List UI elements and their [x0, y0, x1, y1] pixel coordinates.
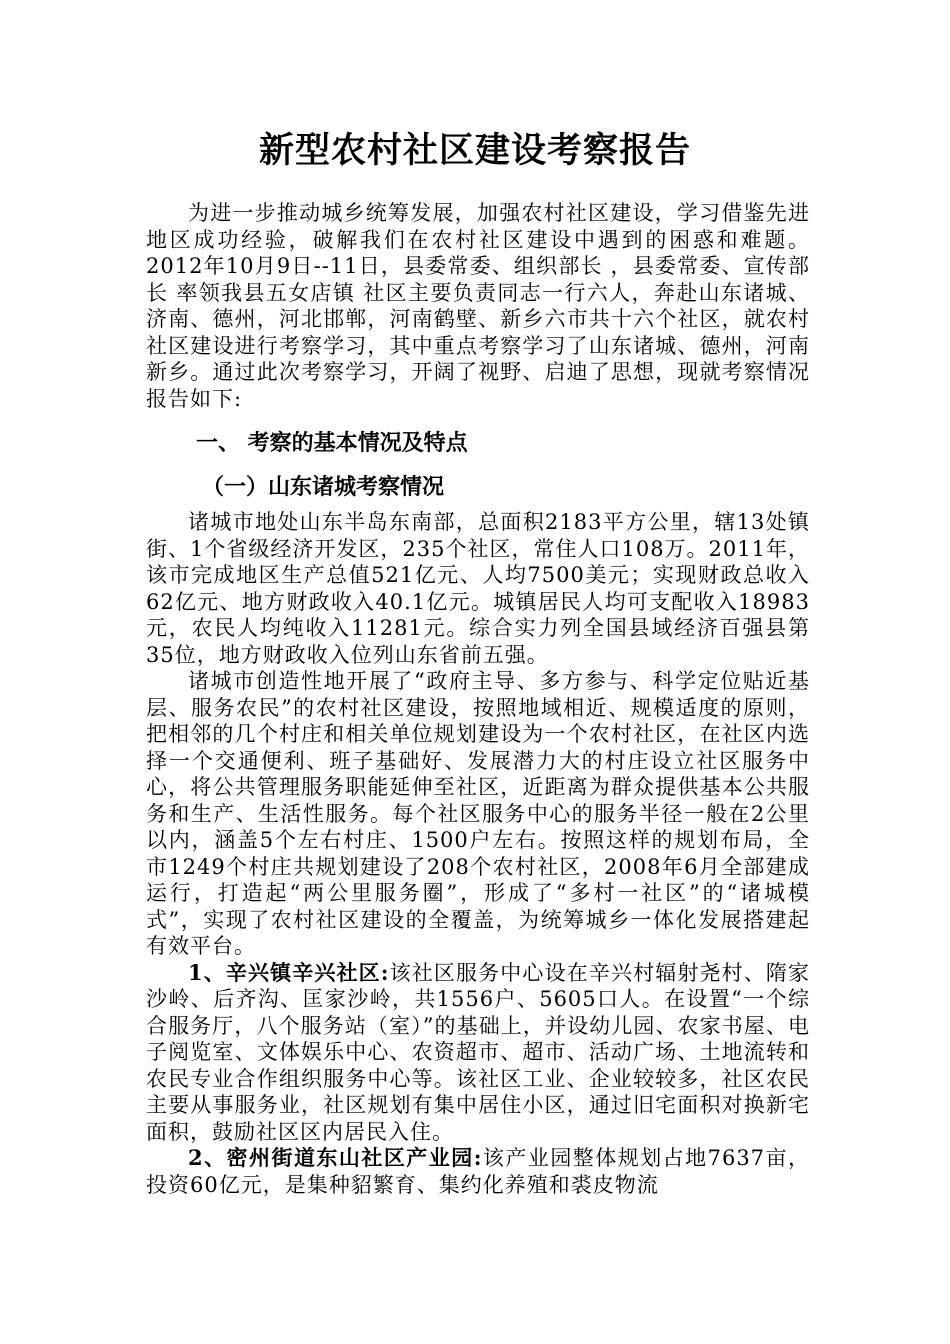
item-1-paragraph: [146, 960, 810, 1146]
item-2-lead: 2、密州街道东山社区产业园:: [188, 1145, 483, 1170]
document-title: 新型农村社区建设考察报告: [258, 130, 691, 171]
item-1-lead: 1、辛兴镇辛兴社区:: [188, 959, 390, 985]
item-1-text: 该社区服务中心设在辛兴村辐射尧村、隋家沙岭、后齐沟、匡家沙岭，共1556户、5605口人。在设置“一个综合服务厅，八个服务站（室）”的基础上，并设幼儿园、农家书屋、电子阅览室、文体娱乐中心、农资超市、超市、活动广场、土地流转和农民专业合作组织服务中心等。该社区工业、企业较较多，社区农民主要从事服务业，社区规划有集中居住小区，通过旧宅面积对换新宅面积，鼓励社区区内居民入住。: [146, 960, 810, 1144]
item-2-text: 该产业园整体规划占地7637亩，投资60亿元，是集种貂繁育、集约化养殖和裘皮物流: [146, 1146, 810, 1197]
zhucheng-overview-paragraph: 诸城市地处山东半岛东南部，总面积2183平方公里，辖13处镇街、1个省级经济开发区，235个社区，常住人口108万。2011年，该市完成地区生产总值521亿元、人均7500美元；实现财政总收入62亿元、地方财政收入40.1亿元。城镇居民人均可支配收入18983元，农民人均纯收入11281元。综合实力列全国县域经济百强县第35位，地方财政收入位列山东省前五强。: [146, 510, 810, 667]
subsection-heading-1: （一）山东诸城考察情况: [202, 474, 445, 500]
item-2-paragraph: [146, 1145, 810, 1198]
section-heading-1: 一、 考察的基本情况及特点: [196, 430, 468, 456]
document-body: [146, 200, 810, 1198]
zhucheng-model-paragraph: 诸城市创造性地开展了“政府主导、多方参与、科学定位贴近基层、服务农民”的农村社区建设，按照地域相近、规模适度的原则，把相邻的几个村庄和相关单位规划建设为一个农村社区，在社区内选择一个交通便利、班子基础好、发展潜力大的村庄设立社区服务中心，将公共管理服务职能延伸至社区，近距离为群众提供基本公共服务和生产、生活性服务。每个社区服务中心的服务半径一般在2公里以内，涵盖5个左右村庄、1500户左右。按照这样的规划布局，全市1249个村庄共规划建设了208个农村社区，2008年6月全部建成运行，打造起“两公里服务圈”，形成了“多村一社区”的“诸城模式”，实现了农村社区建设的全覆盖，为统筹城乡一体化发展搭建起有效平台。: [146, 669, 810, 958]
intro-paragraph: 为进一步推动城乡统筹发展，加强农村社区建设，学习借鉴先进地区成功经验，破解我们在农村社区建设中遇到的困惑和难题。2012年10月9日--11日，县委常委、组织部长 ，县委常委、宣传部长 率领我县五女店镇 社区主要负责同志一行六人，奔赴山东诸城、济南、德州，河北邯郸，河南鹤壁、新乡六市共十六个社区，就农村社区建设进行考察学习，其中重点考察学习了山东诸城、德州，河南新乡。通过此次考察学习，开阔了视野、启迪了思想，现就考察情况报告如下:: [146, 201, 810, 411]
